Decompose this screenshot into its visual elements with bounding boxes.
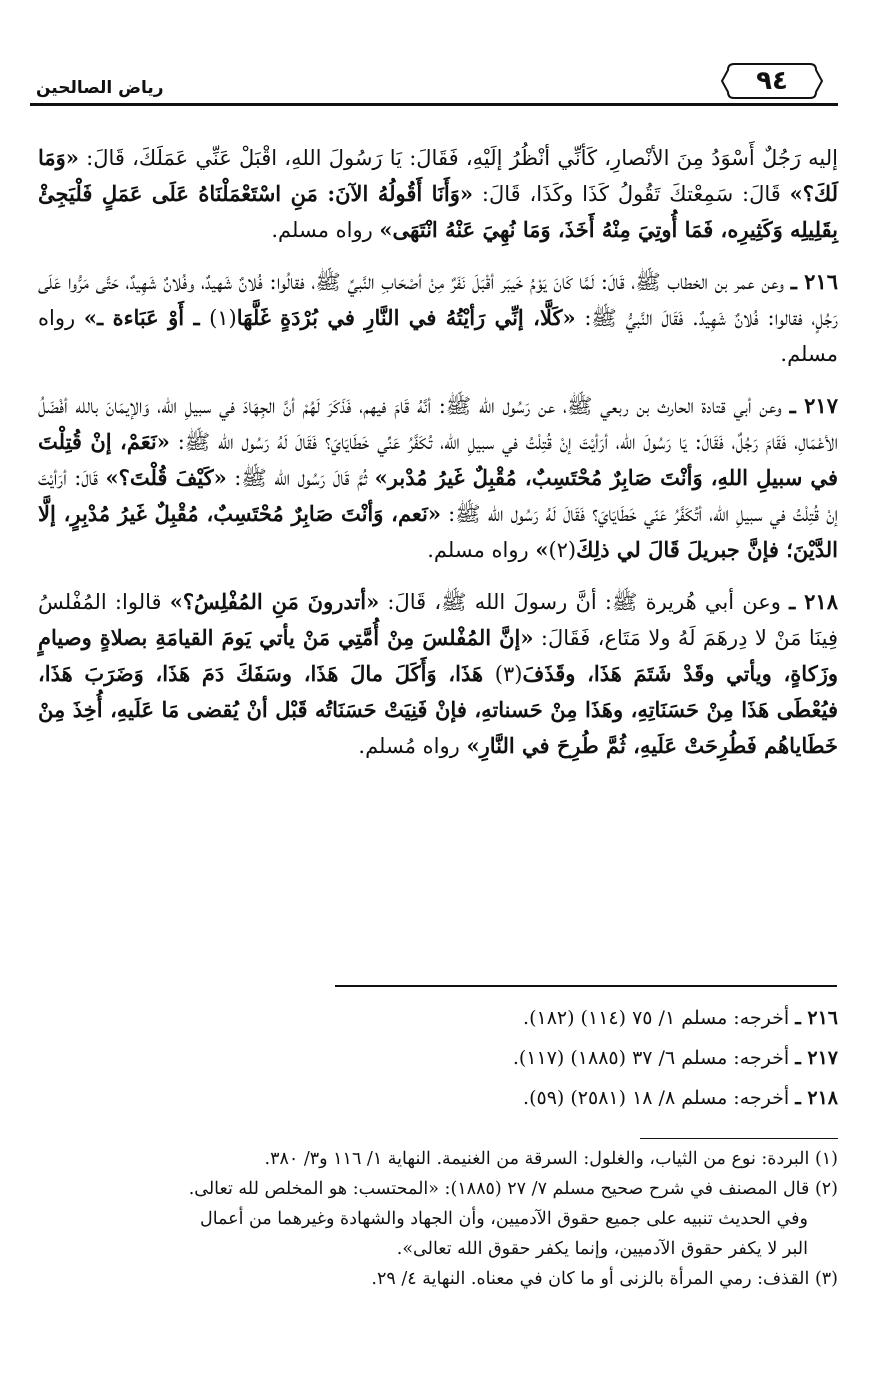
header-divider — [30, 103, 838, 106]
footnote-continuation: وفي الحديث تنبيه على جميع حقوق الآدميين، وأن الجهاد والشهادة وغيرهما من أعمال — [199, 1209, 808, 1229]
hadith-text: قالوا: المُفْلسُ فِينَا مَنْ لا دِرهَمَ لَهُ ولا مَتَاع، فَقَالَ: — [38, 590, 838, 650]
footnote-number: (١) — [814, 1149, 838, 1169]
hadith-text: (٢) — [548, 538, 577, 562]
hadith-text: رواه مسلم. — [38, 306, 838, 366]
takhrij-divider — [335, 985, 837, 987]
page-number: ٩٤ — [756, 66, 788, 96]
hadith-quote: «كَلَّا، إنِّي رَأيْتُهُ في النَّارِ في بُرْدَةٍ غَلَّهَا — [236, 305, 576, 330]
hadith-quote: ـ أَوْ عَبَاءة ـ» — [83, 305, 210, 330]
hadith-text: ثُمَّ قَالَ رَسُول الله ﷺ: — [226, 466, 375, 490]
takhrij-text: أخرجه: مسلم ١/ ٧٥ (١١٤) (١٨٢). — [523, 1007, 796, 1029]
hadith-paragraph — [38, 388, 838, 568]
footnote-divider — [640, 1138, 838, 1139]
hadith-text: (١) — [209, 306, 237, 330]
takhrij-row — [300, 1038, 838, 1078]
hadith-text: رواه مُسلم. — [358, 734, 467, 758]
hadith-paragraph — [38, 264, 838, 372]
hadith-quote: «إنَّ المُفْلسَ مِنْ أُمَّتِي مَنْ يأتي يَومَ القيامَةِ بصلاةٍ وصيامٍ وزَكاةٍ، ويأتي وقَدْ شَتَمَ هَذَا، وقَذَفَ — [38, 625, 838, 686]
page-number-frame — [720, 62, 824, 100]
footnote — [34, 1144, 838, 1174]
footnote-text: البردة: نوع من الثياب، والغلول: السرقة من الغنيمة. النهاية ١/ ١١٦ و٣/ ٣٨٠. — [264, 1149, 815, 1169]
hadith-paragraph — [38, 140, 838, 248]
hadith-text: رواه مسلم. — [427, 538, 536, 562]
hadith-text: وعن أبي قتادة الحارث بن ربعي ﷺ، عن رَسُول الله ﷺ: أنَّهُ قَامَ فيهم، فَذَكَرَ لَهُمْ أنَّ الجِهَادَ في سبيلِ الله، وَالإيمَانَ بالله أفْضَلُ الأعْمَالِ، فَقَامَ رَجُلٌ، فَقَالَ: يَا رَسُولَ الله، أرَأيْتَ إنْ قُتِلْتُ في سبيلِ الله، تُكَفَّرُ عَنِّي خَطَايَايَ؟ فَقَالَ لَهُ رَسُول الله ﷺ: — [38, 394, 838, 454]
takhrij-row — [300, 1078, 838, 1118]
footnote-continuation: البر لا يكفر حقوق الآدميين، وإنما يكفر حقوق الله تعالى». — [396, 1239, 808, 1259]
takhrij-number: ٢١٦ ـ — [795, 1007, 838, 1029]
footnote — [34, 1264, 838, 1294]
running-title: رياض الصالحين — [36, 78, 164, 98]
hadith-quote: «أتدرونَ مَنِ المُفْلِسُ؟» — [169, 589, 380, 614]
hadith-quote: «نَعَمْ، إنْ قُتِلْتَ في سبيلِ اللهِ، وَأنْتَ صَابِرٌ مُحْتَسِبٌ، مُقْبِلٌ غَيرُ مُدْبر» — [38, 429, 838, 490]
takhrij-number: ٢١٨ ـ — [795, 1087, 838, 1109]
page-header — [30, 52, 840, 102]
hadith-number: ٢١٨ ـ — [789, 589, 838, 614]
main-text — [38, 140, 838, 780]
footnote-number: (٢) — [814, 1179, 838, 1199]
hadith-text: رواه مسلم. — [271, 218, 380, 242]
hadith-quote: هَذَا، وَأَكَلَ مالَ هَذَا، وسَفَكَ دَمَ هَذَا، وَضَرَبَ هَذَا، فيُعْطَى هَذَا مِنْ حَسَنَاتِهِ، وهَذَا مِنْ حَسناتهِ، فإنْ فَنِيَتْ حَسَنَاتُه قَبْل أنْ يُقضى مَا عَلَيهِ، أُخِذَ مِنْ خَطَاياهُم فَطُرِحَتْ عَلَيهِ، ثُمَّ طُرِحَ في النَّارِ» — [38, 661, 838, 758]
footnotes — [34, 1144, 838, 1294]
takhrij-list — [300, 998, 838, 1118]
hadith-text: قَالَ: سَمِعْتكَ تَقُولُ كَذَا وكَذَا، قَالَ: — [473, 182, 790, 206]
hadith-quote: » — [535, 537, 549, 562]
takhrij-number: ٢١٧ ـ — [795, 1047, 838, 1069]
hadith-text: وعن عمر بن الخطاب ﷺ، قَالَ: لَمَّا كَانَ يَوْمُ خَيبَر أقْبَلَ نَفَرٌ مِنْ أصْحَابِ النَّبيِّ ﷺ، فقالُوا: فُلانٌ شَهيدٌ، وفُلانٌ شَهِيدٌ، حَتَّى مَرُّوا عَلَى رَجُلٍ، فقالوا: فُلانٌ شَهِيدٌ. فَقَالَ النَّبيُّ ﷺ: — [38, 270, 839, 330]
hadith-quote: «وَأَنَا أَقُولُهُ الآنَ: مَنِ اسْتَعْمَلْنَاهُ عَلَى عَمَلٍ فَلْيَجِئْ بِقَلِيلِه وَكَثِيرِه، فَمَا أُوتِيَ مِنْهُ أَخَذَ، وَمَا نُهِيَ عَنْهُ انْتَهَى» — [38, 181, 838, 242]
takhrij-text: أخرجه: مسلم ٦/ ٣٧ (١٨٨٥) (١١٧). — [512, 1047, 796, 1069]
hadith-number: ٢١٧ ـ — [789, 393, 838, 418]
hadith-text: (٣) — [494, 662, 523, 686]
hadith-paragraph — [38, 584, 838, 764]
footnote-number: (٣) — [814, 1269, 838, 1289]
hadith-text: إليه رَجُلٌ أَسْوَدُ مِنَ الأنْصارِ، كَأنِّي أنْظُرُ إلَيْهِ، فَقَالَ: يَا رَسُولَ اللهِ، اقْبَلْ عَنِّي عَمَلَكَ، قَالَ: — [78, 146, 838, 170]
hadith-number: ٢١٦ ـ — [790, 269, 839, 294]
footnote-text: قال المصنف في شرح صحيح مسلم ٧/ ٢٧ (١٨٨٥): «المحتسب: هو المخلص لله تعالى. — [188, 1179, 815, 1199]
takhrij-row — [300, 998, 838, 1038]
hadith-text: قَالَ: أرَأيْتَ إنْ قُتِلْتُ في سبيلِ الله، أتُكَفَّرُ عَنّي خَطَايَايَ؟ فَقَالَ لَهُ رَسُول الله ﷺ: — [38, 466, 838, 526]
footnote-text: القذف: رمي المرأة بالزنى أو ما كان في معناه. النهاية ٤/ ٢٩. — [371, 1269, 815, 1289]
hadith-quote: «وَمَا لَكَ؟» — [38, 145, 839, 206]
hadith-text: وعن أبي هُريرة ﷺ: أنَّ رسولَ الله ﷺ، قَالَ: — [379, 590, 790, 614]
hadith-quote: «كَيْفَ قُلْتَ؟» — [105, 465, 227, 490]
hadith-quote: «نَعم، وَأنْتَ صَابِرٌ مُحْتَسِبٌ، مُقْبِلٌ غَيرُ مُدْبِرٍ، إلَّا الدَّيْنَ؛ فإنَّ جبريلَ قَالَ لي ذلِكَ — [38, 501, 838, 562]
footnote — [34, 1174, 838, 1204]
takhrij-text: أخرجه: مسلم ٨/ ١٨ (٢٥٨١) (٥٩). — [523, 1087, 796, 1109]
